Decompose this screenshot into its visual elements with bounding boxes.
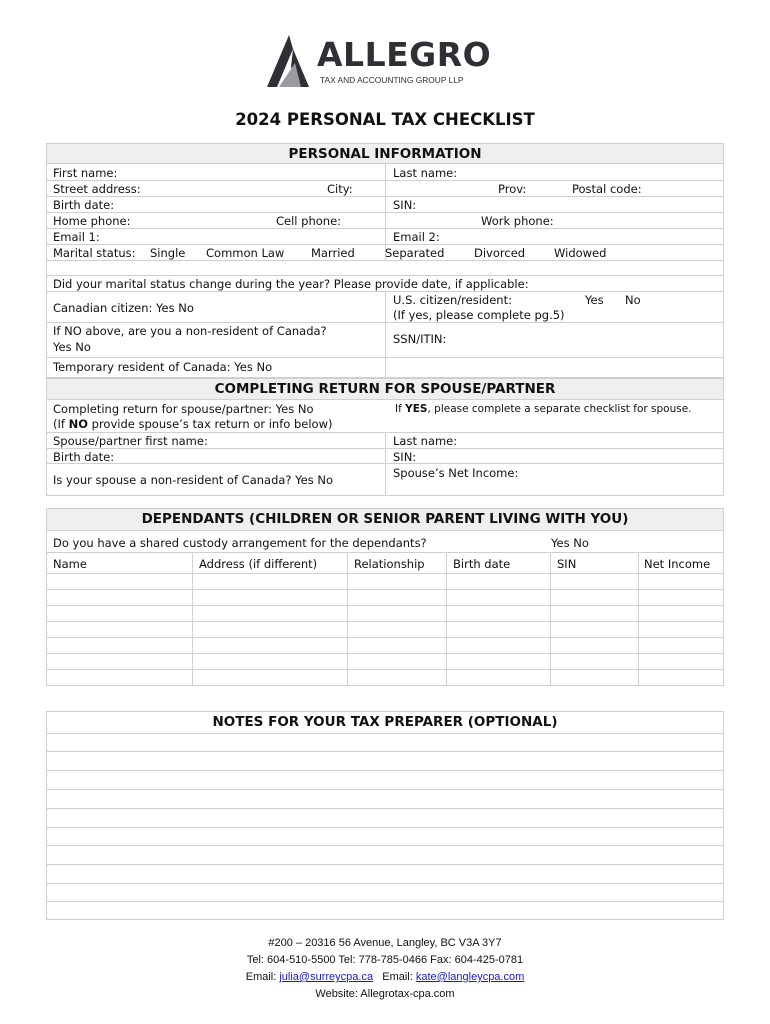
email-2-label: Email 2: — [393, 230, 440, 244]
marital-option-common-law[interactable]: Common Law — [206, 246, 285, 260]
spouse-first-name-label: Spouse/partner first name: — [53, 434, 208, 448]
logo-tagline: TAX AND ACCOUNTING GROUP LLP — [320, 75, 464, 85]
marital-option-separated[interactable]: Separated — [385, 246, 445, 260]
prov-label: Prov: — [498, 182, 527, 196]
marital-change-question: Did your marital status change during the year? Please provide date, if applicable: — [53, 277, 529, 291]
marital-option-divorced[interactable]: Divorced — [474, 246, 526, 260]
marital-status-label: Marital status: — [53, 246, 136, 260]
notes-header: NOTES FOR YOUR TAX PREPARER (OPTIONAL) — [47, 712, 723, 733]
street-address-label: Street address: — [53, 182, 141, 196]
spouse-non-resident-question: Is your spouse a non-resident of Canada? Yes No — [53, 473, 334, 487]
canadian-citizen-question: Canadian citizen: Yes No — [53, 301, 194, 315]
spouse-if-no-note: (If NO provide spouse’s tax return or info below) — [53, 417, 333, 431]
cell-phone-label: Cell phone: — [276, 214, 342, 228]
city-label: City: — [327, 182, 353, 196]
first-name-label: First name: — [53, 166, 118, 180]
company-logo — [265, 33, 490, 93]
notes-section — [46, 711, 724, 920]
column-header-name: Name — [53, 557, 87, 571]
last-name-label: Last name: — [393, 166, 458, 180]
spouse-last-name-label: Last name: — [393, 434, 458, 448]
footer-website: Website: Allegrotax-cpa.com — [315, 988, 455, 1000]
footer-phones: Tel: 604-510-5500 Tel: 778-785-0466 Fax: 604-425-0781 — [246, 954, 524, 966]
column-header-sin: SIN — [557, 557, 577, 571]
email-link-julia[interactable]: julia@surreycpa.ca — [279, 971, 374, 983]
postal-code-label: Postal code: — [572, 182, 642, 196]
column-header-address: Address (if different) — [199, 557, 318, 571]
non-resident-options: Yes No — [53, 340, 91, 354]
birth-date-label: Birth date: — [53, 198, 115, 212]
marital-option-widowed[interactable]: Widowed — [554, 246, 607, 260]
column-header-net-income: Net Income — [644, 557, 711, 571]
us-citizen-note: (If yes, please complete pg.5) — [393, 308, 565, 322]
dependants-header: DEPENDANTS (CHILDREN OR SENIOR PARENT LIVING WITH YOU) — [47, 509, 723, 530]
us-citizen-label: U.S. citizen/resident: — [393, 293, 512, 307]
us-citizen-yes[interactable]: Yes — [585, 293, 604, 307]
custody-options: Yes No — [551, 536, 589, 550]
column-header-relationship: Relationship — [354, 557, 425, 571]
footer-emails: Email: julia@surreycpa.ca Email: kate@langleycpa.com — [245, 971, 525, 983]
spouse-birth-date-label: Birth date: — [53, 450, 115, 464]
non-resident-question: If NO above, are you a non-resident of Canada? — [53, 324, 327, 338]
marital-option-married[interactable]: Married — [311, 246, 355, 260]
work-phone-label: Work phone: — [481, 214, 554, 228]
personal-header: PERSONAL INFORMATION — [47, 144, 723, 163]
allegro-logo-mark-icon — [265, 33, 317, 89]
dependants-section — [46, 508, 724, 686]
logo-name: ALLEGRO — [317, 35, 492, 74]
spouse-completing-question: Completing return for spouse/partner: Yes No — [53, 402, 314, 416]
footer-address: #200 – 20316 56 Avenue, Langley, BC V3A 3Y7 — [268, 937, 502, 949]
us-citizen-no[interactable]: No — [625, 293, 641, 307]
email-1-label: Email 1: — [53, 230, 100, 244]
custody-question: Do you have a shared custody arrangement for the dependants? — [53, 536, 427, 550]
ssn-itin-label: SSN/ITIN: — [393, 332, 447, 346]
spouse-net-income-label: Spouse’s Net Income: — [393, 466, 519, 480]
spouse-header: COMPLETING RETURN FOR SPOUSE/PARTNER — [47, 379, 723, 399]
home-phone-label: Home phone: — [53, 214, 131, 228]
column-header-birth-date: Birth date — [453, 557, 511, 571]
sin-label: SIN: — [393, 198, 417, 212]
spouse-sin-label: SIN: — [393, 450, 417, 464]
email-link-kate[interactable]: kate@langleycpa.com — [415, 971, 525, 983]
spouse-if-yes-note: If YES, please complete a separate checklist for spouse. — [395, 403, 692, 415]
temporary-resident-question: Temporary resident of Canada: Yes No — [53, 360, 273, 374]
page-title: 2024 PERSONAL TAX CHECKLIST — [235, 110, 535, 129]
marital-option-single[interactable]: Single — [150, 246, 186, 260]
